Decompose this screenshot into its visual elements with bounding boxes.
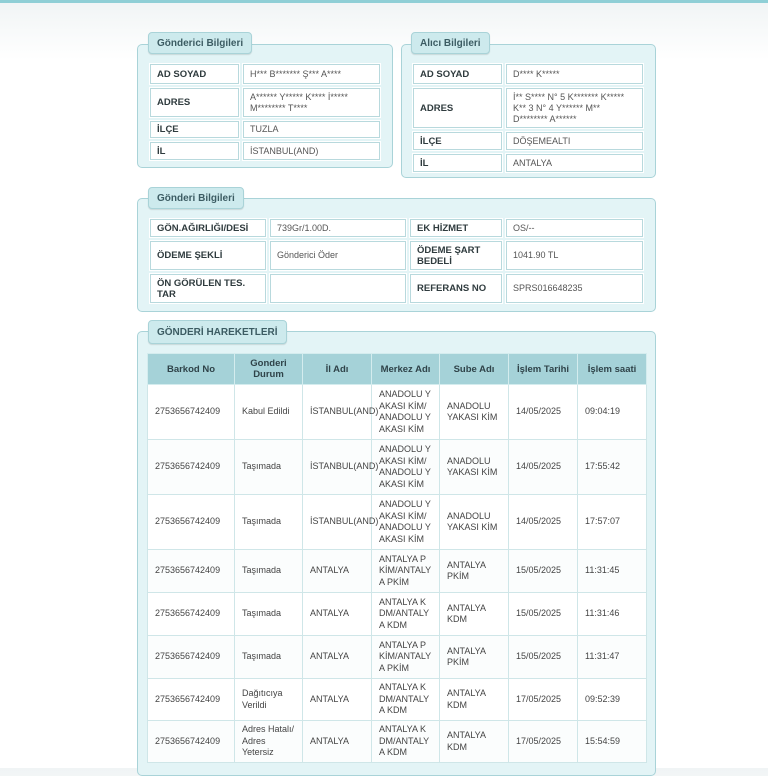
col-header-city[interactable]: İl Adı bbox=[303, 354, 372, 385]
reference-label: REFERANS NO bbox=[408, 272, 504, 305]
table-row bbox=[148, 679, 647, 721]
cell-branch: ANTALYA KDM bbox=[440, 721, 509, 763]
cell-barcode: 2753656742409 bbox=[148, 593, 235, 636]
cell-branch: ANTALYA KDM bbox=[440, 679, 509, 721]
table-row bbox=[148, 550, 647, 593]
receiver-address-value: İ** S**** N° 5 K******* K***** K** 3 N° 4 Y****** M** D******** A****** bbox=[504, 86, 645, 130]
receiver-city-value: ANTALYA bbox=[504, 152, 645, 174]
cell-barcode: 2753656742409 bbox=[148, 440, 235, 495]
receiver-tab: Alıcı Bilgileri bbox=[411, 32, 490, 54]
sender-address-value: A****** Y***** K**** İ***** M******** T**** bbox=[241, 86, 382, 119]
col-header-time[interactable]: İşlem saati bbox=[578, 354, 647, 385]
cell-branch: ANTALYA PKİM bbox=[440, 550, 509, 593]
cell-status: Kabul Edildi bbox=[235, 385, 303, 440]
cell-date: 17/05/2025 bbox=[509, 679, 578, 721]
payment-type-value: Gönderici Öder bbox=[268, 239, 408, 272]
reference-value: SPRS016648235 bbox=[504, 272, 645, 305]
cell-date: 14/05/2025 bbox=[509, 385, 578, 440]
table-row bbox=[148, 440, 647, 495]
sender-row-name bbox=[148, 62, 382, 86]
cell-status: Taşımada bbox=[235, 440, 303, 495]
cell-time: 11:31:46 bbox=[578, 593, 647, 636]
receiver-row-address bbox=[411, 86, 645, 130]
receiver-table bbox=[410, 61, 646, 175]
shipment-row-3 bbox=[148, 272, 645, 305]
sender-district-value: TUZLA bbox=[241, 119, 382, 140]
sender-name-label: AD SOYAD bbox=[148, 62, 241, 86]
cell-time: 17:55:42 bbox=[578, 440, 647, 495]
table-row bbox=[148, 593, 647, 636]
cell-barcode: 2753656742409 bbox=[148, 385, 235, 440]
cell-center: ANADOLU YAKASI KİM/ANADOLU YAKASI KİM bbox=[372, 495, 440, 550]
cell-city: ANTALYA bbox=[303, 679, 372, 721]
cell-branch: ANADOLU YAKASI KİM bbox=[440, 440, 509, 495]
table-row bbox=[148, 385, 647, 440]
movements-tab: GÖNDERİ HAREKETLERİ bbox=[148, 320, 287, 344]
cell-barcode: 2753656742409 bbox=[148, 495, 235, 550]
cell-center: ANTALYA KDM/ANTALYA KDM bbox=[372, 721, 440, 763]
cell-city: ANTALYA bbox=[303, 721, 372, 763]
cell-time: 17:57:07 bbox=[578, 495, 647, 550]
cell-branch: ANTALYA PKİM bbox=[440, 636, 509, 679]
shipment-table bbox=[147, 216, 646, 306]
receiver-address-label: ADRES bbox=[411, 86, 504, 130]
cell-barcode: 2753656742409 bbox=[148, 679, 235, 721]
receiver-name-value: D**** K***** bbox=[504, 62, 645, 86]
cell-barcode: 2753656742409 bbox=[148, 550, 235, 593]
shipment-row-1 bbox=[148, 217, 645, 239]
sender-row-district bbox=[148, 119, 382, 140]
col-header-date[interactable]: İşlem Tarihi bbox=[509, 354, 578, 385]
col-header-center[interactable]: Merkez Adı bbox=[372, 354, 440, 385]
receiver-name-label: AD SOYAD bbox=[411, 62, 504, 86]
cell-branch: ANADOLU YAKASI KİM bbox=[440, 495, 509, 550]
cell-date: 14/05/2025 bbox=[509, 440, 578, 495]
extra-service-label: EK HİZMET bbox=[408, 217, 504, 239]
cell-city: ANTALYA bbox=[303, 593, 372, 636]
cell-barcode: 2753656742409 bbox=[148, 721, 235, 763]
cell-city: İSTANBUL(AND) bbox=[303, 440, 372, 495]
cell-time: 15:54:59 bbox=[578, 721, 647, 763]
sender-city-label: İL bbox=[148, 140, 241, 162]
cell-branch: ANADOLU YAKASI KİM bbox=[440, 385, 509, 440]
cell-center: ANADOLU YAKASI KİM/ANADOLU YAKASI KİM bbox=[372, 440, 440, 495]
cell-status: Adres Hatalı/ Adres Yetersiz bbox=[235, 721, 303, 763]
top-accent-bar bbox=[0, 0, 768, 3]
shipment-row-2 bbox=[148, 239, 645, 272]
cell-time: 09:04:19 bbox=[578, 385, 647, 440]
cell-time: 11:31:45 bbox=[578, 550, 647, 593]
receiver-district-value: DÖŞEMEALTI bbox=[504, 130, 645, 152]
extra-service-value: OS/-- bbox=[504, 217, 645, 239]
cell-date: 14/05/2025 bbox=[509, 495, 578, 550]
table-row bbox=[148, 495, 647, 550]
cell-center: ANTALYA KDM/ANTALYA KDM bbox=[372, 593, 440, 636]
receiver-row-name bbox=[411, 62, 645, 86]
eta-value bbox=[268, 272, 408, 305]
cell-city: İSTANBUL(AND) bbox=[303, 385, 372, 440]
payment-condition-value: 1041.90 TL bbox=[504, 239, 645, 272]
movements-table bbox=[147, 353, 647, 763]
eta-label: ÖN GÖRÜLEN TES. TAR bbox=[148, 272, 268, 305]
sender-row-address bbox=[148, 86, 382, 119]
cell-center: ANTALYA PKİM/ANTALYA PKİM bbox=[372, 550, 440, 593]
cell-center: ANTALYA PKİM/ANTALYA PKİM bbox=[372, 636, 440, 679]
shipment-tab: Gönderi Bilgileri bbox=[148, 187, 244, 209]
sender-district-label: İLÇE bbox=[148, 119, 241, 140]
payment-type-label: ÖDEME ŞEKLİ bbox=[148, 239, 268, 272]
cell-status: Taşımada bbox=[235, 593, 303, 636]
receiver-district-label: İLÇE bbox=[411, 130, 504, 152]
sender-tab: Gönderici Bilgileri bbox=[148, 32, 252, 54]
cell-date: 15/05/2025 bbox=[509, 593, 578, 636]
cell-date: 15/05/2025 bbox=[509, 550, 578, 593]
receiver-row-district bbox=[411, 130, 645, 152]
cell-status: Dağıtıcıya Verildi bbox=[235, 679, 303, 721]
cell-city: İSTANBUL(AND) bbox=[303, 495, 372, 550]
payment-condition-label: ÖDEME ŞART BEDELİ bbox=[408, 239, 504, 272]
cell-barcode: 2753656742409 bbox=[148, 636, 235, 679]
sender-city-value: İSTANBUL(AND) bbox=[241, 140, 382, 162]
col-header-status[interactable]: Gonderi Durum bbox=[235, 354, 303, 385]
cell-city: ANTALYA bbox=[303, 550, 372, 593]
movements-header-row bbox=[148, 354, 647, 385]
cell-center: ANTALYA KDM/ANTALYA KDM bbox=[372, 679, 440, 721]
sender-row-city bbox=[148, 140, 382, 162]
sender-address-label: ADRES bbox=[148, 86, 241, 119]
cell-branch: ANTALYA KDM bbox=[440, 593, 509, 636]
table-row bbox=[148, 636, 647, 679]
weight-label: GÖN.AĞIRLIĞI/DESİ bbox=[148, 217, 268, 239]
weight-value: 739Gr/1.00D. bbox=[268, 217, 408, 239]
receiver-row-city bbox=[411, 152, 645, 174]
col-header-barcode[interactable]: Barkod No bbox=[148, 354, 235, 385]
cell-city: ANTALYA bbox=[303, 636, 372, 679]
cell-status: Taşımada bbox=[235, 550, 303, 593]
col-header-branch[interactable]: Sube Adı bbox=[440, 354, 509, 385]
sender-name-value: H*** B******* Ş*** A**** bbox=[241, 62, 382, 86]
cell-time: 09:52:39 bbox=[578, 679, 647, 721]
cell-date: 15/05/2025 bbox=[509, 636, 578, 679]
cell-status: Taşımada bbox=[235, 495, 303, 550]
cell-time: 11:31:47 bbox=[578, 636, 647, 679]
sender-table bbox=[147, 61, 383, 163]
cell-center: ANADOLU YAKASI KİM/ANADOLU YAKASI KİM bbox=[372, 385, 440, 440]
cell-status: Taşımada bbox=[235, 636, 303, 679]
receiver-city-label: İL bbox=[411, 152, 504, 174]
cell-date: 17/05/2025 bbox=[509, 721, 578, 763]
table-row bbox=[148, 721, 647, 763]
